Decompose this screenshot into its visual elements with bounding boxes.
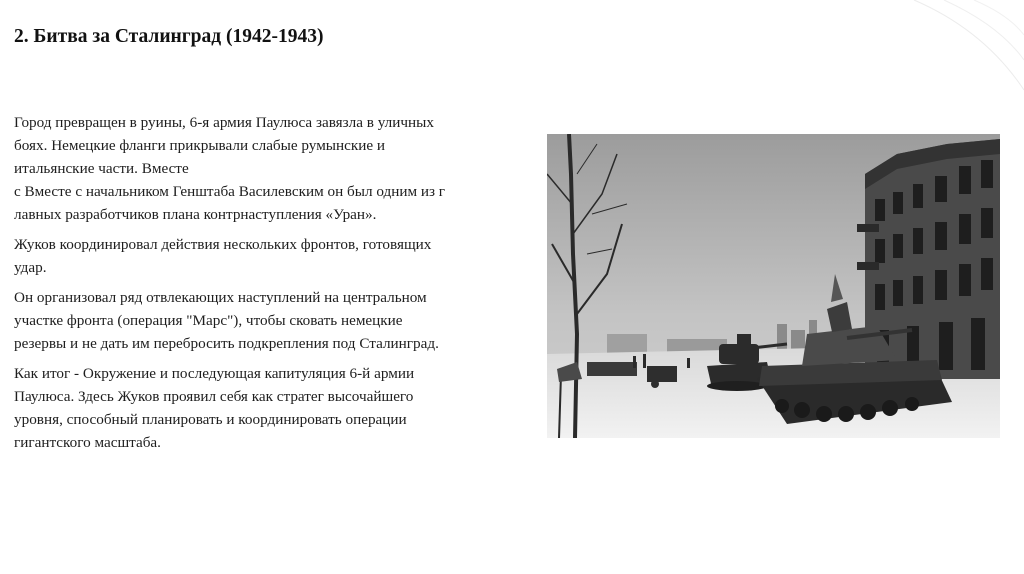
- text-line: участке фронта (операция "Марс"), чтобы сковать немецкие: [14, 312, 403, 329]
- text-line: боях. Немецкие фланги прикрывали слабые румынские и: [14, 137, 386, 154]
- text-line: Он организовал ряд отвлекающих наступлений на центральном: [14, 289, 427, 306]
- text-line: уровня, способный планировать и координировать операции: [14, 411, 407, 428]
- text-line: Жуков координировал действия нескольких фронтов, готовящих: [14, 236, 432, 253]
- text-line: Город превращен в руины, 6-я армия Паулюса завязла в уличных: [14, 114, 434, 131]
- photo-tanks-ruined-city: [547, 134, 1000, 438]
- text-line: лавных разработчиков плана контрнаступления «Уран».: [14, 206, 377, 223]
- text-line: резервы и не дать им перебросить подкрепления под Сталинград.: [14, 335, 439, 352]
- text-line: с Вместе с начальником Генштаба Василевским он был одним из г: [14, 183, 446, 200]
- text-line: гигантского масштаба.: [14, 434, 161, 451]
- body-text: [14, 111, 534, 461]
- slide-title: 2. Битва за Сталинград (1942-1943): [14, 26, 324, 47]
- paragraph-2: [14, 233, 534, 279]
- text-line: Паулюса. Здесь Жуков проявил себя как стратег высочайшего: [14, 388, 414, 405]
- corner-decoration: [874, 0, 1024, 110]
- paragraph-4: [14, 362, 534, 454]
- text-line: итальянские части. Вместе: [14, 160, 189, 177]
- text-line: Как итог - Окружение и последующая капитуляция 6-й армии: [14, 365, 415, 382]
- paragraph-3: [14, 286, 534, 355]
- historical-photo: [547, 134, 1000, 438]
- text-line: удар.: [14, 259, 47, 276]
- paragraph-1: [14, 111, 534, 226]
